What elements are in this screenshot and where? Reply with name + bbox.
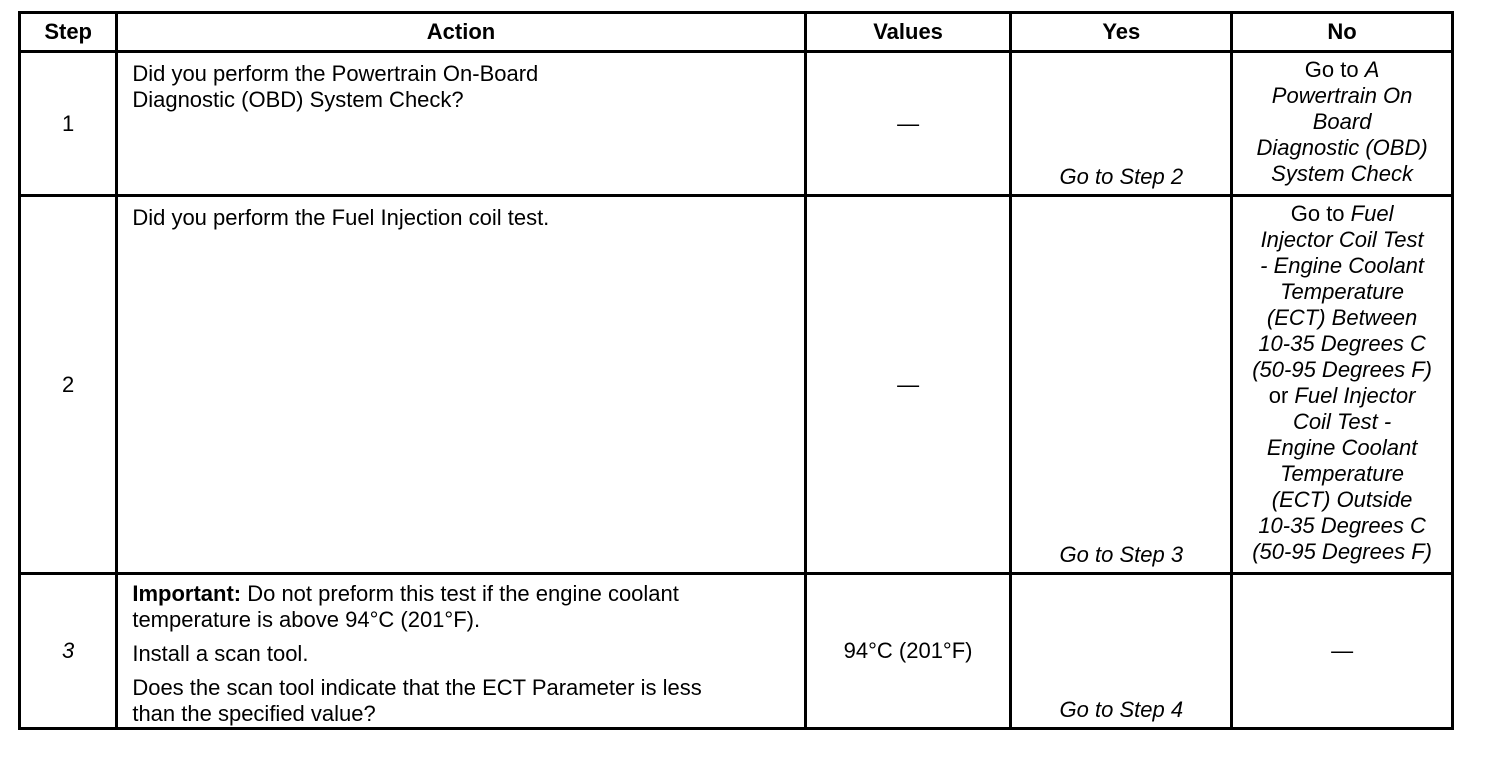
no-link[interactable]: Coil Test - (1292, 409, 1392, 434)
no-link[interactable]: Temperature (1280, 279, 1405, 304)
no-or (1235, 383, 1449, 409)
important-label: Important: (132, 581, 242, 606)
no-link[interactable]: Injector Coil Test (1260, 227, 1424, 252)
no-line (1235, 201, 1449, 227)
values-cell: — (805, 196, 1011, 574)
no-link[interactable]: Powertrain On (1271, 83, 1413, 108)
no-prefix: Go to (1304, 57, 1365, 82)
important-line (132, 581, 793, 607)
no-link[interactable]: Engine Coolant (1266, 435, 1418, 460)
no-link[interactable]: (50-95 Degrees F) (1252, 539, 1432, 564)
no-cell: — (1232, 574, 1453, 729)
no-link[interactable]: Diagnostic (OBD) (1256, 135, 1428, 160)
no-link[interactable]: - Engine Coolant (1260, 253, 1425, 278)
no-cell (1232, 196, 1453, 574)
table-row (20, 196, 1453, 574)
header-row (20, 13, 1453, 52)
yes-link[interactable]: Go to Step 2 (1011, 52, 1232, 196)
important-text: Do not preform this test if the engine coolant (241, 581, 679, 606)
action-cell (117, 196, 805, 574)
no-line (1235, 57, 1449, 83)
no-link[interactable]: 10-35 Degrees C (1258, 331, 1426, 356)
no-link[interactable]: System Check (1271, 161, 1413, 186)
important-note (132, 581, 793, 633)
action-paragraph: Install a scan tool. (132, 641, 309, 666)
no-prefix: Go to (1290, 201, 1351, 226)
no-cell (1232, 52, 1453, 196)
no-link[interactable]: Temperature (1280, 461, 1405, 486)
action-line: Does the scan tool indicate that the ECT Parameter is less (132, 675, 702, 700)
table-row (20, 52, 1453, 196)
action-paragraph (132, 675, 793, 727)
action-line: Did you perform the Fuel Injection coil test. (132, 205, 550, 230)
important-line: temperature is above 94°C (201°F). (132, 607, 481, 632)
step-number: 2 (20, 196, 117, 574)
no-link[interactable]: Board (1312, 109, 1372, 134)
step-number: 1 (20, 52, 117, 196)
action-line: than the specified value? (132, 701, 376, 726)
header-step: Step (20, 13, 117, 52)
table-row (20, 574, 1453, 729)
yes-link[interactable]: Go to Step 4 (1011, 574, 1232, 729)
action-line: Diagnostic (OBD) System Check? (132, 87, 464, 112)
action-line: Did you perform the Powertrain On-Board (132, 61, 539, 86)
no-link[interactable]: (ECT) Between (1266, 305, 1418, 330)
no-link[interactable]: (ECT) Outside (1271, 487, 1413, 512)
no-link[interactable]: A (1364, 57, 1380, 82)
header-no: No (1232, 13, 1453, 52)
yes-link[interactable]: Go to Step 3 (1011, 196, 1232, 574)
header-action: Action (117, 13, 805, 52)
values-cell: 94°C (201°F) (805, 574, 1011, 729)
no-link[interactable]: Fuel Injector (1294, 383, 1416, 408)
no-or-text: or (1268, 383, 1289, 408)
no-link[interactable]: 10-35 Degrees C (1258, 513, 1426, 538)
action-cell (117, 574, 805, 729)
action-cell (117, 52, 805, 196)
header-yes: Yes (1011, 13, 1232, 52)
header-values: Values (805, 13, 1011, 52)
no-link[interactable]: Fuel (1350, 201, 1394, 226)
step-number: 3 (20, 574, 117, 729)
values-cell: — (805, 52, 1011, 196)
no-link[interactable]: (50-95 Degrees F) (1252, 357, 1432, 382)
diagnostic-table (18, 11, 1454, 730)
